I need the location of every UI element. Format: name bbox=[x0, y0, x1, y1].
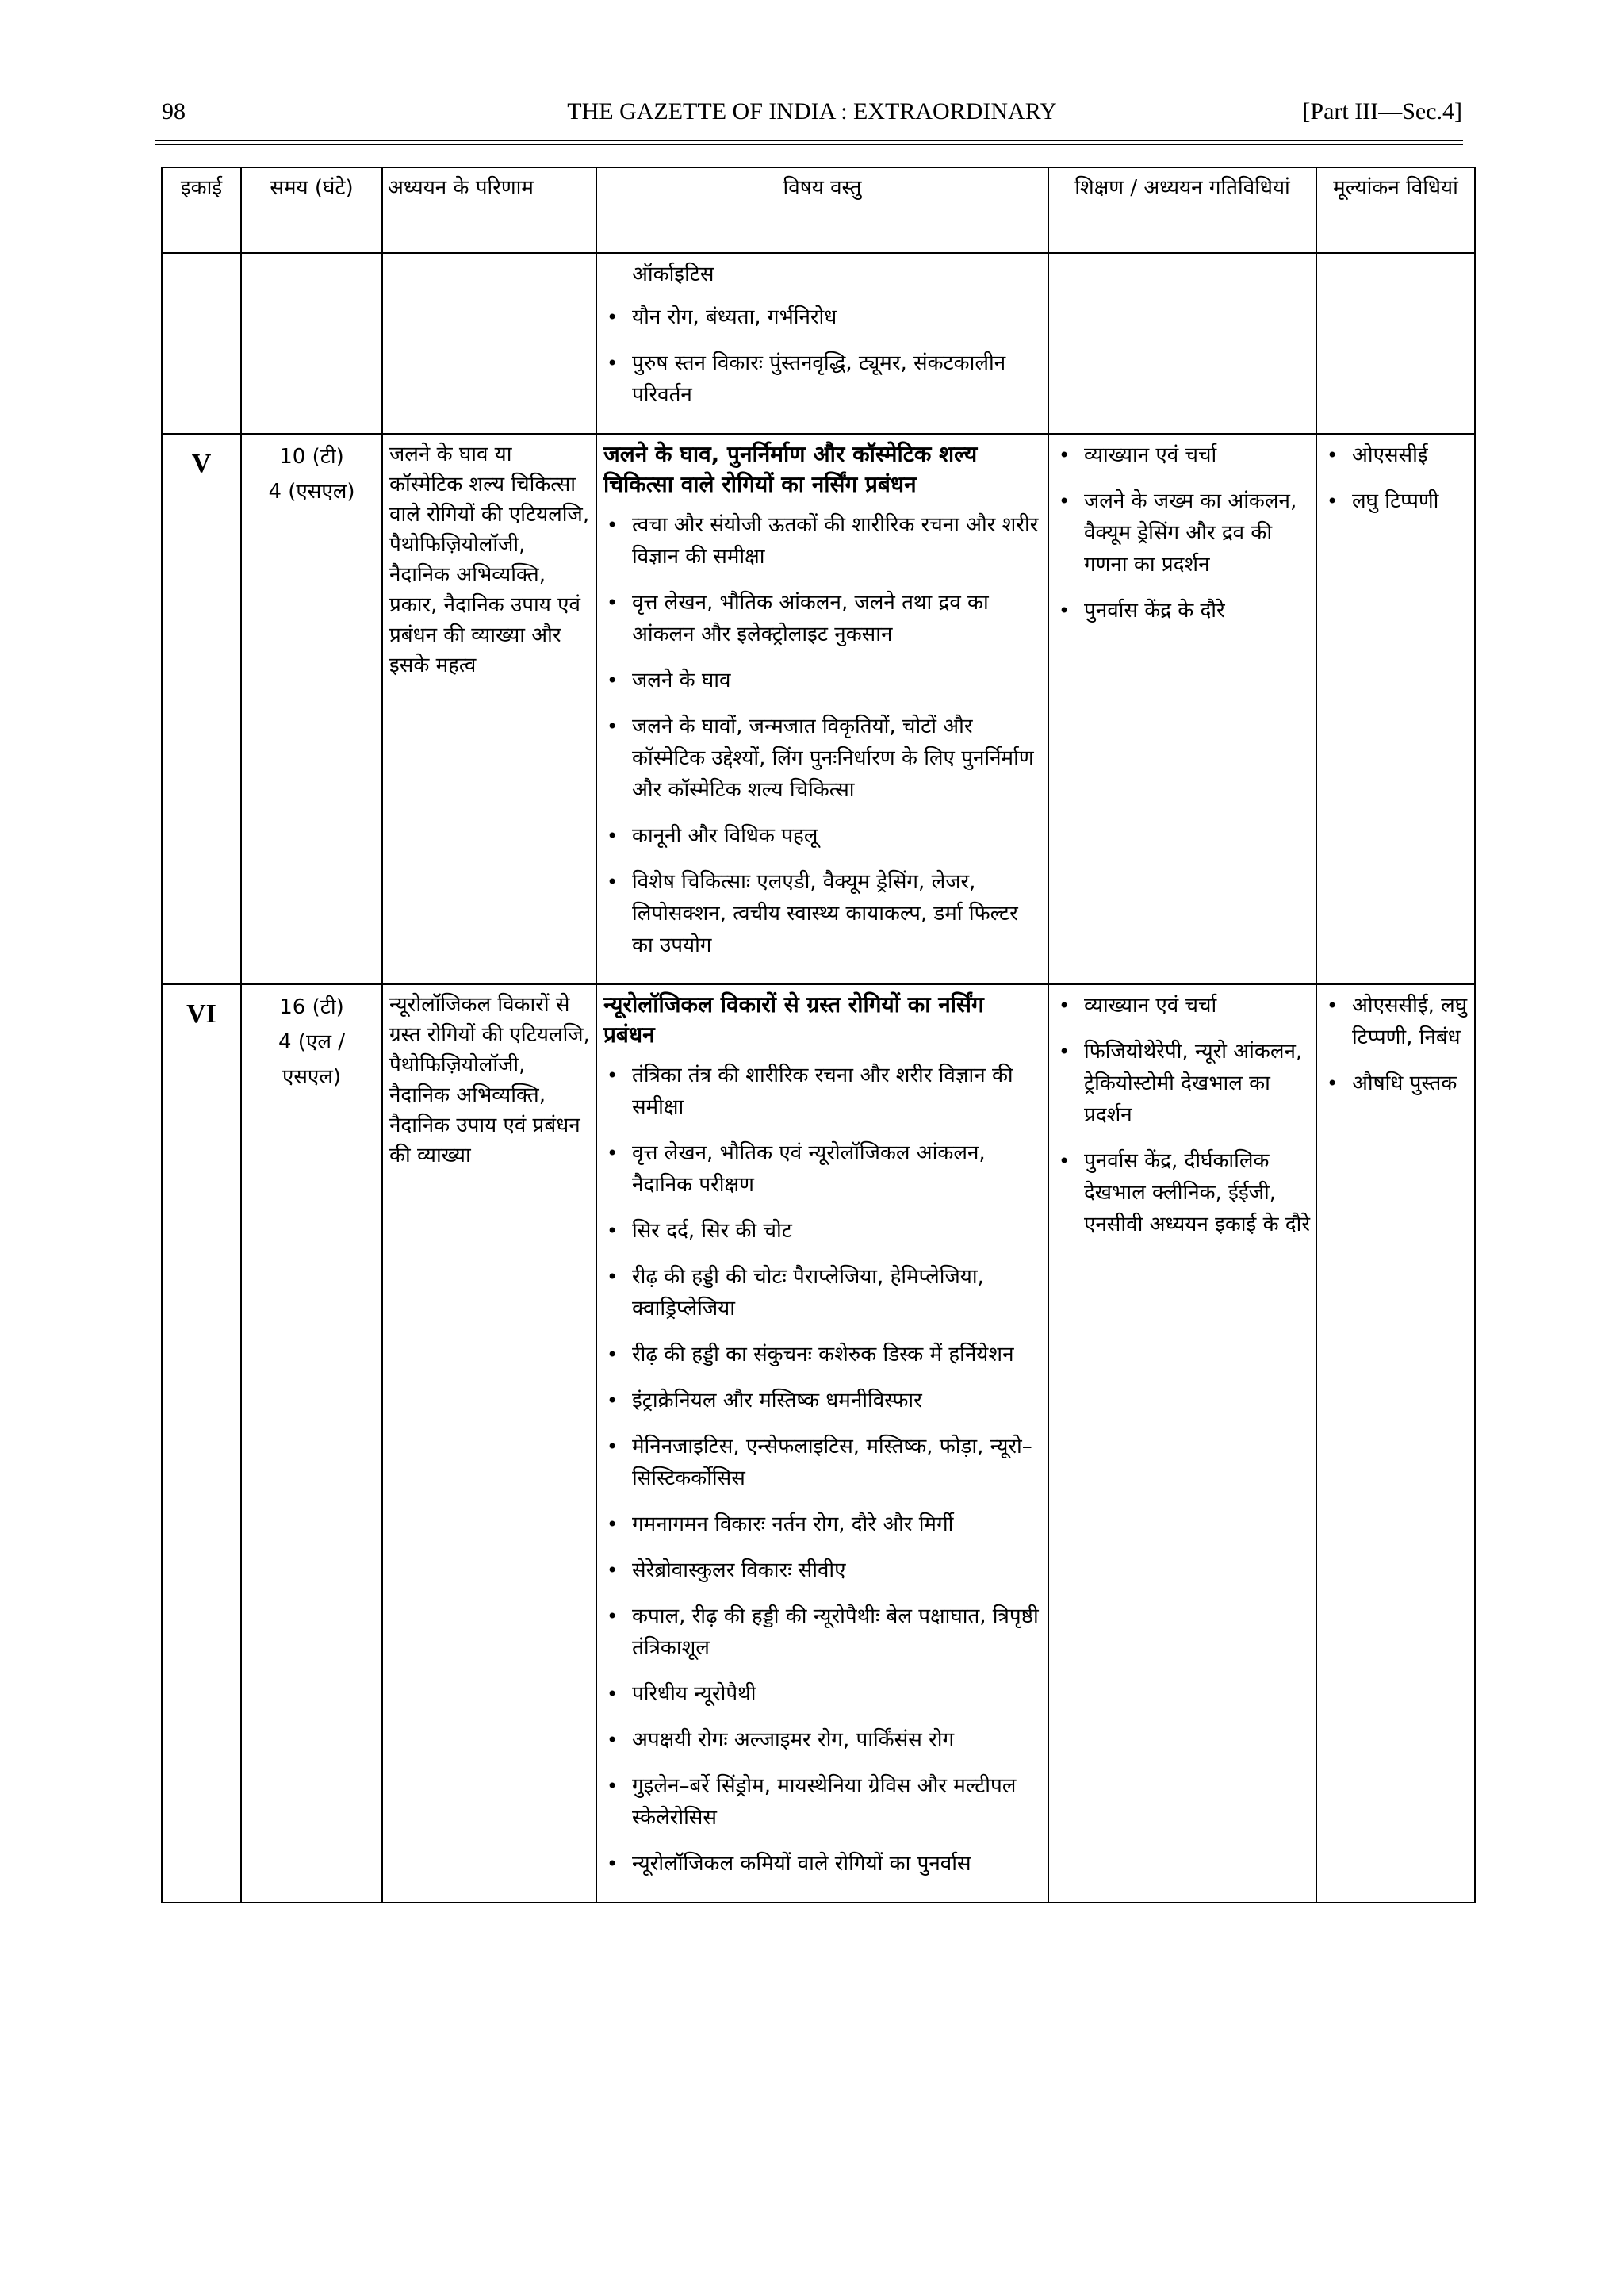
content-continued-text: ऑर्काइटिस bbox=[632, 263, 714, 286]
list-item: • सेरेब्रोवास्कुलर विकारः सीवीए bbox=[603, 1554, 1043, 1586]
column-header-content: विषय वस्तु bbox=[596, 167, 1048, 253]
assessment-cell bbox=[1316, 984, 1475, 1903]
list-item: • वृत्त लेखन, भौतिक एवं न्यूरोलॉजिकल आंकलन, नैदानिक परीक्षण bbox=[603, 1137, 1043, 1201]
time-cell bbox=[241, 984, 382, 1903]
content-cell bbox=[596, 984, 1048, 1903]
list-item: • जलने के घावों, जन्मजात विकृतियों, चोटों और कॉस्मेटिक उद्देश्यों, लिंग पुनःनिर्धारण के लिए पुनर्निर्माण और कॉस्मेटिक शल्य चिकित्सा bbox=[603, 711, 1043, 806]
time-theory: 10 (टी) bbox=[279, 445, 344, 469]
list-item: • सिर दर्द, सिर की चोट bbox=[603, 1215, 1043, 1247]
list-item: • अपक्षयी रोगः अल्जाइमर रोग, पार्किंसंस रोग bbox=[603, 1724, 1043, 1756]
header-rule-bottom bbox=[155, 144, 1463, 145]
list-item: • गुइलेन–बर्रे सिंड्रोम, मायस्थेनिया ग्रेविस और मल्टीपल स्केलेरोसिस bbox=[603, 1770, 1043, 1834]
outcome-cell: न्यूरोलॉजिकल विकारों से ग्रस्त रोगियों की एटियलजि, पैथोफिज़ियोलॉजी, नैदानिक अभिव्यक्ति, नैदानिक उपाय एवं प्रबंधन की व्याख्या bbox=[382, 984, 596, 1903]
table-row bbox=[162, 253, 1475, 434]
outcome-cell bbox=[382, 253, 596, 434]
list-item: • व्याख्यान एवं चर्चा bbox=[1055, 439, 1311, 471]
column-header-outcomes: अध्ययन के परिणाम bbox=[382, 167, 596, 253]
list-item: • मेनिनजाइटिस, एन्सेफलाइटिस, मस्तिष्क, फोड़ा, न्यूरो–सिस्टिकर्कोसिस bbox=[603, 1431, 1043, 1494]
time-theory: 16 (टी) bbox=[279, 995, 344, 1019]
list-item: • कपाल, रीढ़ की हड्डी की न्यूरोपैथीः बेल पक्षाघात, त्रिपृष्ठी तंत्रिकाशूल bbox=[603, 1600, 1043, 1664]
time-cell bbox=[241, 434, 382, 984]
content-topic-title: न्यूरोलॉजिकल विकारों से ग्रस्त रोगियों का नर्सिंग प्रबंधन bbox=[603, 991, 984, 1048]
list-item: • इंट्राक्रेनियल और मस्तिष्क धमनीविस्फार bbox=[603, 1385, 1043, 1416]
list-item: • गमनागमन विकारः नर्तन रोग, दौरे और मिर्गी bbox=[603, 1508, 1043, 1540]
gazette-title: THE GAZETTE OF INDIA : EXTRAORDINARY bbox=[567, 98, 1057, 125]
table-row bbox=[162, 434, 1475, 984]
table-header-row bbox=[162, 167, 1475, 253]
activities-cell bbox=[1048, 253, 1316, 434]
list-item: • जलने के घाव bbox=[603, 665, 1043, 696]
unit-cell: VI bbox=[162, 984, 241, 1903]
list-item: • विशेष चिकित्साः एलएडी, वैक्यूम ड्रेसिंग, लेजर, लिपोसक्शन, त्वचीय स्वास्थ्य कायाकल्प, डर्मा फिल्टर का उपयोग bbox=[603, 866, 1043, 961]
unit-cell bbox=[162, 253, 241, 434]
list-item: • त्वचा और संयोजी ऊतकों की शारीरिक रचना और शरीर विज्ञान की समीक्षा bbox=[603, 509, 1043, 573]
list-item: • रीढ़ की हड्डी का संकुचनः कशेरुक डिस्क में हर्नियेशन bbox=[603, 1339, 1043, 1370]
list-item: • पुरुष स्तन विकारः पुंस्तनवृद्धि, ट्यूमर, संकटकालीन परिवर्तन bbox=[603, 347, 1043, 411]
activities-cell bbox=[1048, 434, 1316, 984]
list-item: • लघु टिप्पणी bbox=[1323, 485, 1469, 517]
part-section: [Part III—Sec.4] bbox=[1302, 98, 1462, 125]
unit-cell: V bbox=[162, 434, 241, 984]
column-header-activities: शिक्षण / अध्ययन गतिविधियां bbox=[1048, 167, 1316, 253]
list-item: • परिधीय न्यूरोपैथी bbox=[603, 1678, 1043, 1710]
page-number: 98 bbox=[162, 98, 186, 125]
list-item: • फिजियोथेरेपी, न्यूरो आंकलन, ट्रेकियोस्टोमी देखभाल का प्रदर्शन bbox=[1055, 1036, 1311, 1131]
list-item: • तंत्रिका तंत्र की शारीरिक रचना और शरीर विज्ञान की समीक्षा bbox=[603, 1060, 1043, 1123]
time-cell bbox=[241, 253, 382, 434]
list-item: • औषधि पुस्तक bbox=[1323, 1068, 1469, 1099]
list-item: • जलने के जख्म का आंकलन, वैक्यूम ड्रेसिंग और द्रव की गणना का प्रदर्शन bbox=[1055, 485, 1311, 581]
table-row bbox=[162, 984, 1475, 1903]
list-item: • न्यूरोलॉजिकल कमियों वाले रोगियों का पुनर्वास bbox=[603, 1848, 1043, 1880]
time-lab: 4 (एल / एसएल) bbox=[278, 1030, 345, 1089]
outcome-cell: जलने के घाव या कॉस्मेटिक शल्य चिकित्सा वाले रोगियों की एटियलजि, पैथोफिज़ियोलॉजी, नैदानिक अभिव्यक्ति, प्रकार, नैदानिक उपाय एवं प्रबंधन की व्याख्या और इसके महत्व bbox=[382, 434, 596, 984]
assessment-cell bbox=[1316, 253, 1475, 434]
list-item: • यौन रोग, बंध्यता, गर्भनिरोध bbox=[603, 301, 1043, 333]
activities-cell bbox=[1048, 984, 1316, 1903]
content-topic-title: जलने के घाव, पुनर्निर्माण और कॉस्मेटिक शल्य चिकित्सा वाले रोगियों का नर्सिंग प्रबंधन bbox=[603, 441, 978, 497]
list-item: • पुनर्वास केंद्र के दौरे bbox=[1055, 595, 1311, 627]
column-header-unit: इकाई bbox=[162, 167, 241, 253]
column-header-assessment: मूल्यांकन विधियां bbox=[1316, 167, 1475, 253]
list-item: • वृत्त लेखन, भौतिक आंकलन, जलने तथा द्रव का आंकलन और इलेक्ट्रोलाइट नुकसान bbox=[603, 587, 1043, 650]
list-item: • ओएससीई bbox=[1323, 439, 1469, 471]
list-item: • व्याख्यान एवं चर्चा bbox=[1055, 990, 1311, 1022]
time-lab: 4 (एसएल) bbox=[268, 480, 355, 504]
assessment-cell bbox=[1316, 434, 1475, 984]
list-item: • पुनर्वास केंद्र, दीर्घकालिक देखभाल क्लीनिक, ईईजी, एनसीवी अध्ययन इकाई के दौरे bbox=[1055, 1145, 1311, 1240]
list-item: • ओएससीई, लघु टिप्पणी, निबंध bbox=[1323, 990, 1469, 1053]
content-cell bbox=[596, 434, 1048, 984]
header-rule-top bbox=[155, 140, 1463, 141]
list-item: • कानूनी और विधिक पहलू bbox=[603, 820, 1043, 852]
column-header-time: समय (घंटे) bbox=[241, 167, 382, 253]
syllabus-table bbox=[161, 167, 1476, 1903]
list-item: • रीढ़ की हड्डी की चोटः पैराप्लेजिया, हेमिप्लेजिया, क्वाड्रिप्लेजिया bbox=[603, 1261, 1043, 1324]
content-cell bbox=[596, 253, 1048, 434]
page-header bbox=[162, 98, 1462, 133]
